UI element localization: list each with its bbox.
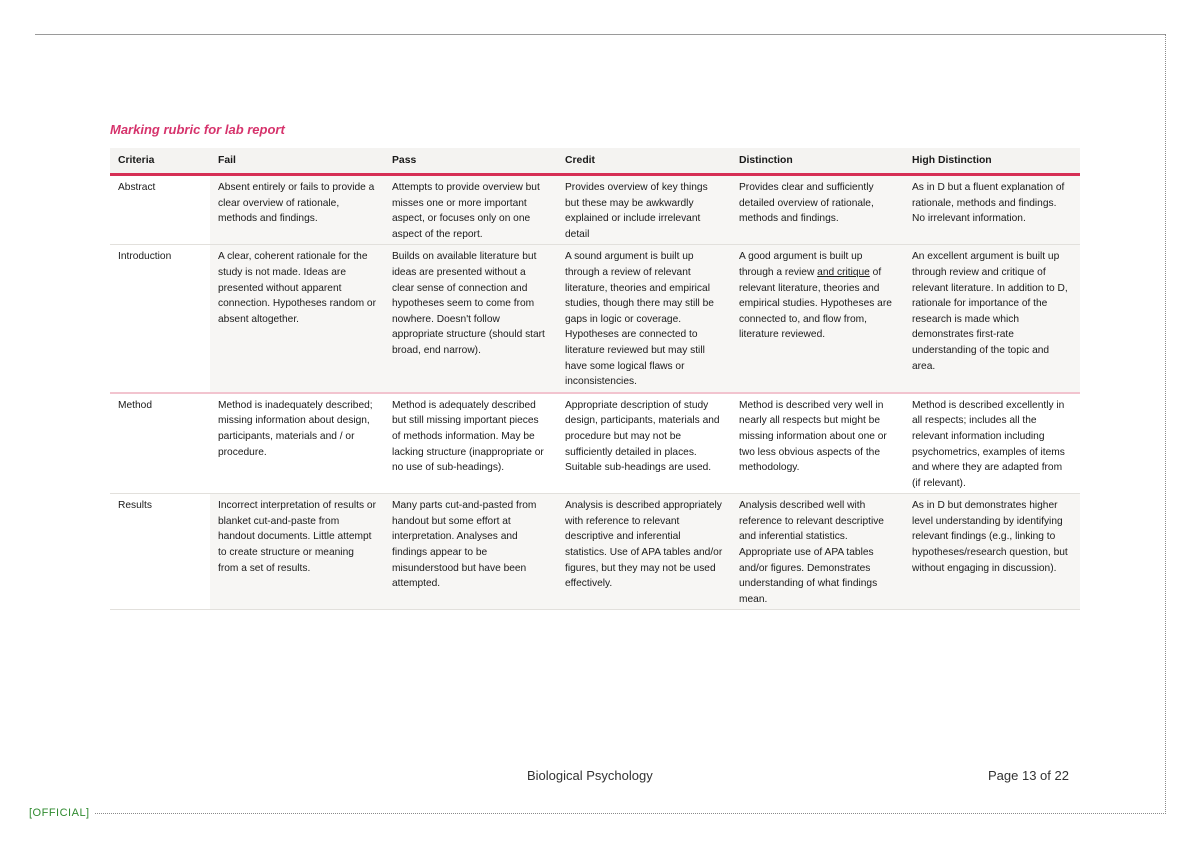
fail-cell: Absent entirely or fails to provide a clear overview of rationale, methods and findings.: [210, 175, 384, 245]
criterion-cell: Introduction: [110, 245, 210, 393]
pass-cell: Builds on available literature but ideas are presented without a clear sense of connection and hypotheses seem to come from nowhere. Doesn't follow appropriate structure (should start broad, end narrow).: [384, 245, 557, 393]
footer-page-number: Page 13 of 22: [988, 768, 1069, 783]
distinction-underlined-text: and critique: [817, 266, 870, 278]
distinction-cell: Method is described very well in nearly all respects but might be missing information about one or two less obvious aspects of the methodology.: [731, 393, 904, 494]
criterion-cell: Abstract: [110, 175, 210, 245]
page-right-border: [1165, 34, 1166, 814]
distinction-text-start: A good argument is built up through a review: [739, 251, 863, 278]
header-distinction: Distinction: [731, 148, 904, 175]
fail-cell: Method is inadequately described; missing information about design, participants, materials and / or procedure.: [210, 393, 384, 494]
table-header-row: [110, 148, 1080, 175]
credit-cell: A sound argument is built up through a review of relevant literature, theories and empirical studies, though there may still be gaps in logic or coverage. Hypotheses are connected to literature reviewed but may still have some logical flaws or inconsistencies.: [557, 245, 731, 393]
footer-rule: [95, 813, 1166, 814]
header-credit: Credit: [557, 148, 731, 175]
high-distinction-cell: As in D but demonstrates higher level understanding by identifying relevant findings (e.g., linking to hypotheses/research question, but without engaging in discussion).: [904, 494, 1080, 610]
header-fail: Fail: [210, 148, 384, 175]
rubric-title: Marking rubric for lab report: [110, 122, 285, 137]
classification-label: [OFFICIAL]: [29, 807, 90, 819]
high-distinction-cell: An excellent argument is built up through review and critique of relevant literature. In addition to D, rationale for importance of the research is made which demonstrates first-rate understanding of the topic and area.: [904, 245, 1080, 393]
pass-cell: Attempts to provide overview but misses one or more important aspect, or focuses only on one aspect of the report.: [384, 175, 557, 245]
header-criteria: Criteria: [110, 148, 210, 175]
criterion-cell: Results: [110, 494, 210, 610]
footer-course-name: Biological Psychology: [527, 768, 653, 783]
marking-rubric-table: [110, 148, 1080, 610]
high-distinction-cell: Method is described excellently in all respects; includes all the relevant information including psychometrics, examples of items and where they are adapted from (if relevant).: [904, 393, 1080, 494]
header-rule: [35, 34, 1166, 35]
pass-cell: Method is adequately described but still missing important pieces of methods information. May be lacking structure (inappropriate or no use of sub-headings).: [384, 393, 557, 494]
table-row-introduction: [110, 245, 1080, 393]
fail-cell: A clear, coherent rationale for the study is not made. Ideas are presented without apparent connection. Hypotheses random or absent altogether.: [210, 245, 384, 393]
pass-cell: Many parts cut-and-pasted from handout but some effort at interpretation. Analyses and findings appear to be misunderstood but have been attempted.: [384, 494, 557, 610]
credit-cell: Analysis is described appropriately with reference to relevant descriptive and inferential statistics. Use of APA tables and/or figures, but they may not be used effectively.: [557, 494, 731, 610]
header-high-distinction: High Distinction: [904, 148, 1080, 175]
criterion-cell: Method: [110, 393, 210, 494]
distinction-cell: [731, 245, 904, 393]
high-distinction-cell: As in D but a fluent explanation of rationale, methods and findings. No irrelevant information.: [904, 175, 1080, 245]
table-row-results: [110, 494, 1080, 610]
header-pass: Pass: [384, 148, 557, 175]
distinction-cell: Provides clear and sufficiently detailed overview of rationale, methods and findings.: [731, 175, 904, 245]
distinction-text-end: of relevant literature, theories and empirical studies. Hypotheses are connected to, and flow from, literature reviewed.: [739, 266, 892, 341]
table-row-abstract: [110, 175, 1080, 245]
table-row-method: [110, 393, 1080, 494]
credit-cell: Provides overview of key things but these may be awkwardly explained or include irrelevant detail: [557, 175, 731, 245]
credit-cell: Appropriate description of study design, participants, materials and procedure but may not be sufficiently detailed in places. Suitable sub-headings are used.: [557, 393, 731, 494]
fail-cell: Incorrect interpretation of results or blanket cut-and-paste from handout documents. Little attempt to create structure or meaning from a set of results.: [210, 494, 384, 610]
distinction-cell: Analysis described well with reference to relevant descriptive and inferential statistics. Appropriate use of APA tables and/or figures. Demonstrates understanding of what findings mean.: [731, 494, 904, 610]
